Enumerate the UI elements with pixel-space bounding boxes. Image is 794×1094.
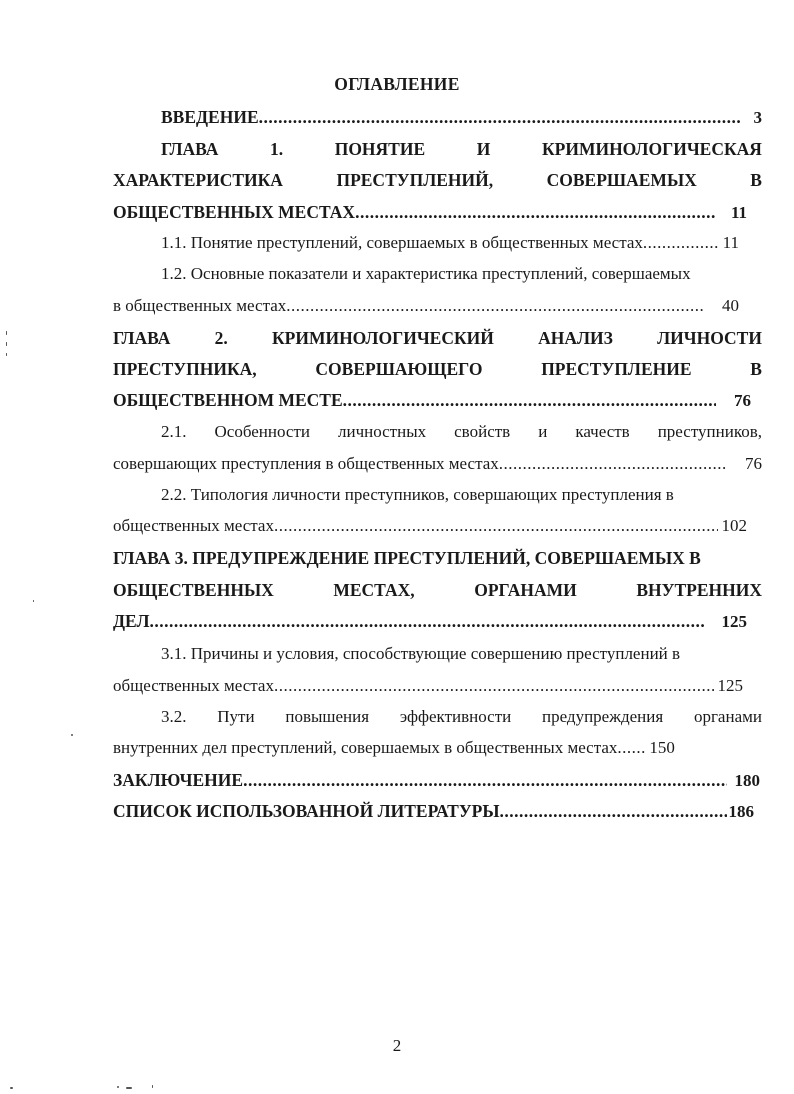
- word: ГЛАВА: [161, 139, 219, 159]
- leader-dots: [259, 103, 740, 131]
- entry-page: 125: [717, 676, 743, 695]
- entry-text: ЗАКЛЮЧЕНИЕ: [113, 770, 244, 790]
- entry-text: ОБЩЕСТВЕННЫХ МЕСТАХ: [113, 202, 356, 222]
- leader-dots: [355, 198, 715, 226]
- scan-speck: [152, 1085, 153, 1088]
- entry-page: 3: [753, 108, 762, 127]
- leader-dots: [499, 450, 727, 478]
- word: КРИМИНОЛОГИЧЕСКАЯ: [541, 139, 762, 159]
- word: преступников,: [657, 422, 762, 441]
- toc-entry-conclusion: [113, 766, 760, 794]
- page-number: 2: [392, 1036, 402, 1055]
- word: и: [538, 422, 548, 441]
- toc-entry-section-3-2-line-2: [113, 734, 738, 762]
- word: В: [750, 170, 762, 190]
- word: СОВЕРШАЕМЫХ: [546, 170, 697, 190]
- chapter-2-heading-line-2: [113, 355, 762, 383]
- word: ПОНЯТИЕ: [334, 139, 426, 159]
- word: 2.1.: [161, 422, 187, 441]
- word: В: [750, 359, 762, 379]
- scan-speck: [6, 331, 7, 335]
- toc-entry-references: [113, 797, 754, 825]
- word: предупреждения: [542, 707, 664, 726]
- entry-page: 11: [722, 233, 739, 252]
- leader-dots: [150, 607, 704, 635]
- word: МЕСТАХ,: [333, 580, 415, 600]
- word: эффективности: [399, 707, 512, 726]
- toc-entry-section-1-2-line-2: [113, 292, 739, 320]
- entry-text: ДЕЛ: [113, 611, 150, 631]
- entry-text: совершающих преступления в общественных местах: [113, 454, 499, 473]
- toc-entry-section-3-1-line-2: [113, 672, 743, 700]
- toc-entry-section-2-2-line-2: [113, 512, 747, 540]
- word: качеств: [575, 422, 630, 441]
- toc-entry-section-2-2-line-1: 2.2. Типология личности преступников, совершающих преступления в: [161, 485, 674, 504]
- scan-speck: [33, 600, 34, 602]
- word: ПРЕСТУПЛЕНИЙ,: [336, 170, 494, 190]
- chapter-2-heading-line-1: [113, 324, 762, 352]
- word: 2.: [214, 328, 228, 348]
- word: Особенности: [214, 422, 310, 441]
- leader-dots: [243, 766, 726, 794]
- word: ОБЩЕСТВЕННЫХ: [113, 580, 274, 600]
- leader-dots: [274, 672, 714, 700]
- word: повышения: [285, 707, 370, 726]
- chapter-3-heading-line-3: [113, 607, 747, 635]
- entry-text: 1.1. Понятие преступлений, совершаемых в общественных местах: [161, 233, 643, 252]
- chapter-1-heading-line-3: [113, 198, 747, 226]
- scan-speck: [71, 734, 73, 736]
- entry-page: 40: [722, 296, 739, 315]
- toc-entry-section-3-1-line-1: 3.1. Причины и условия, способствующие совершению преступлений в: [161, 644, 681, 663]
- chapter-3-heading-line-1: ГЛАВА 3. ПРЕДУПРЕЖДЕНИЕ ПРЕСТУПЛЕНИЙ, СОВЕРШАЕМЫХ В: [113, 548, 701, 568]
- entry-text: общественных местах: [113, 516, 274, 535]
- scan-speck: [10, 1087, 13, 1089]
- chapter-1-heading-line-2: [113, 166, 762, 194]
- word: СОВЕРШАЮЩЕГО: [315, 359, 483, 379]
- entry-page: 102: [721, 516, 747, 535]
- word: ПРЕСТУПЛЕНИЕ: [541, 359, 692, 379]
- leader-dots: [643, 229, 719, 257]
- scan-speck: [117, 1086, 119, 1088]
- toc-title: ОГЛАВЛЕНИЕ: [334, 74, 460, 94]
- entry-text: в общественных местах: [113, 296, 287, 315]
- leader-dots: [500, 797, 727, 825]
- toc-entry-section-2-1-line-1: [161, 418, 762, 446]
- chapter-3-heading-line-2: [113, 576, 762, 604]
- chapter-1-heading-line-1: [161, 135, 762, 163]
- entry-page: 186: [728, 802, 754, 821]
- chapter-2-heading-line-3: [113, 386, 751, 414]
- toc-entry-section-3-2-line-1: [161, 703, 762, 731]
- scan-speck: [6, 353, 7, 356]
- word: ПРЕСТУПНИКА,: [113, 359, 257, 379]
- toc-entry-section-2-1-line-2: [113, 450, 762, 478]
- word: 3.2.: [161, 707, 187, 726]
- entry-text: СПИСОК ИСПОЛЬЗОВАННОЙ ЛИТЕРАТУРЫ: [113, 801, 500, 821]
- word: Пути: [217, 707, 255, 726]
- entry-page: 76: [745, 454, 762, 473]
- word: ГЛАВА: [113, 328, 171, 348]
- entry-page: 180: [734, 771, 760, 790]
- word: ОРГАНАМИ: [474, 580, 577, 600]
- toc-entry-section-1-2-line-1: 1.2. Основные показатели и характеристика преступлений, совершаемых: [161, 264, 691, 283]
- entry-text: ОБЩЕСТВЕННОМ МЕСТЕ: [113, 390, 343, 410]
- entry-text: ВВЕДЕНИЕ: [161, 107, 259, 127]
- word: 1.: [269, 139, 284, 159]
- toc-entry-section-1-1: [161, 229, 739, 257]
- leader-dots: [343, 386, 716, 414]
- scan-speck: [6, 342, 7, 346]
- leader-dots: [286, 292, 704, 320]
- scan-speck: [126, 1087, 132, 1089]
- entry-text: внутренних дел преступлений, совершаемых в общественных местах: [113, 738, 618, 757]
- word: органами: [693, 707, 762, 726]
- leader-dots: [617, 734, 645, 762]
- entry-page: 150: [649, 738, 675, 757]
- leader-dots: [274, 512, 718, 540]
- word: АНАЛИЗ: [538, 328, 613, 348]
- entry-page: 76: [734, 391, 751, 410]
- word: КРИМИНОЛОГИЧЕСКИЙ: [271, 328, 494, 348]
- word: ЛИЧНОСТИ: [657, 328, 762, 348]
- word: личностных: [337, 422, 427, 441]
- word: И: [476, 139, 491, 159]
- word: свойств: [454, 422, 511, 441]
- word: ВНУТРЕННИХ: [636, 580, 762, 600]
- entry-text: общественных местах: [113, 676, 274, 695]
- word: ХАРАКТЕРИСТИКА: [113, 170, 283, 190]
- toc-entry-introduction: [161, 103, 762, 131]
- entry-page: 125: [721, 612, 747, 631]
- entry-page: 11: [730, 203, 747, 222]
